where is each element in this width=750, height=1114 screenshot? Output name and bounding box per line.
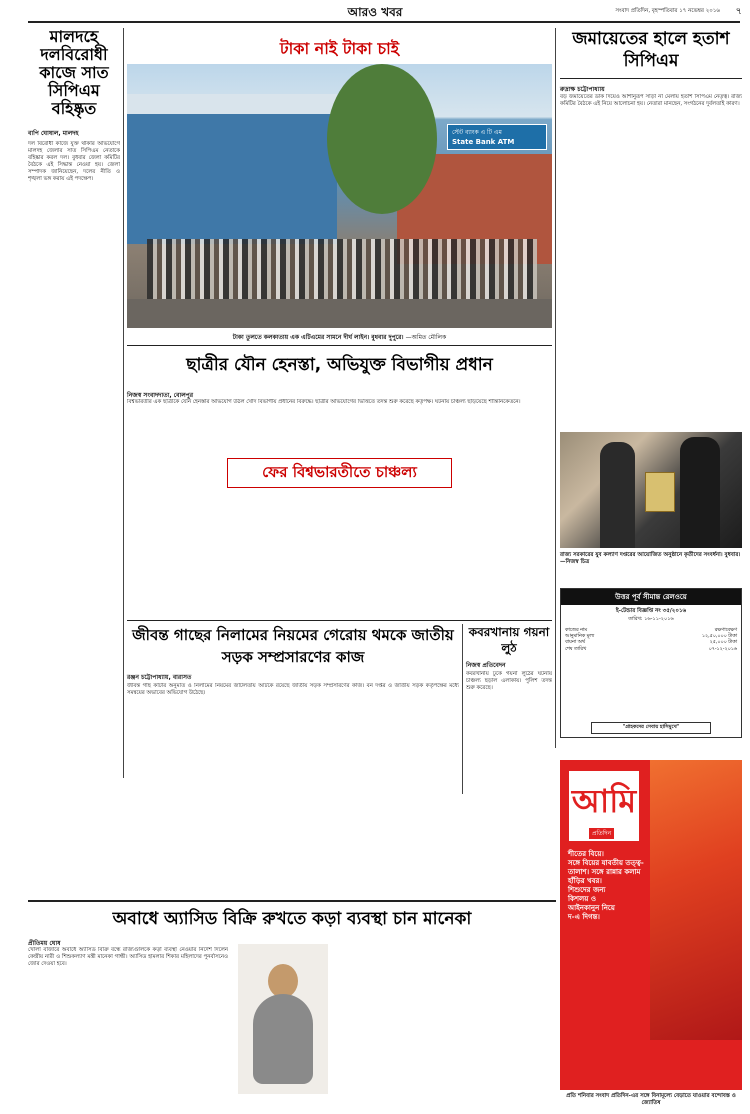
aamra-ad-line: সঙ্গে বিয়ের যাবতীয় তত্ত্ব-তালাশ। সঙ্গে রান্নার কলাম — [568, 859, 644, 876]
crowd-shape — [147, 239, 537, 299]
story-acid — [28, 904, 556, 1109]
story-malda-body: দল বিরোধী কাজে যুক্ত থাকার অভিযোগে মালদহ জেলার সাত সিপিএম নেতাকে বহিষ্কার করল দল। বুধবার জেলা কমিটির বৈঠকে এই সিদ্ধান্ত নেওয়া হয়। জেলা সম্পাদক জানিয়েছেন, দলের নীতি ও শৃঙ্খলা ভঙ্গ করায় এই পদক্ষেপ। — [28, 141, 120, 183]
story-jamaat-byline: রুদ্রাক্ষ চট্টোপাধ্যায় — [560, 86, 605, 93]
building-roof — [127, 94, 337, 114]
story-jamaat-body: বড় জমায়েতের ডাক দিয়েও আশানুরূপ সাড়া না মেলায় হতাশ সিপিএম নেতৃত্ব। রাজ্য কমিটির বৈঠকে এই নিয়ে আলোচনা হয়। নেতারা মানছেন, সংগঠনের দুর্বলতাই কারণ। — [560, 94, 742, 108]
atm-queue-photo — [127, 64, 552, 328]
story-cash-headline: টাকা নাই টাকা চাই — [279, 39, 400, 58]
story-jamaat-headline: জমায়েতের হালে হতাশ সিপিএম — [572, 29, 730, 71]
story-acid-body: খোলা বাজারে অবাধে অ্যাসিড বিক্রি বন্ধে রাজ্যগুলিকে কড়া ব্যবস্থা নেওয়ার নির্দেশ দিলেন কেন্দ্রীয় নারী ও শিশুকল্যাণ মন্ত্রী মানেকা গান্ধী। অ্যাসিড হামলার শিকার মহিলাদের পুনর্বাসনেও জোর দেওয়া হবে। — [28, 947, 228, 968]
road-shape — [127, 299, 552, 328]
tender-table — [561, 628, 741, 653]
event-photo — [560, 432, 742, 548]
aamra-ad-brand: প্রতিদিন — [589, 828, 614, 839]
col-rule-grave — [462, 624, 463, 794]
col-rule-1 — [123, 28, 124, 778]
jamaat-rule — [560, 78, 742, 79]
story-tree-body: জীবন্ত গাছ কাটার অনুমতি ও নিলামের নিয়মের জটিলতায় আটকে রয়েছে জাতীয় সড়ক সম্প্রসারণের কাজ। বন দপ্তর ও জাতীয় সড়ক কর্তৃপক্ষের মধ্যে সমন্বয়ের অভাবের অভিযোগ উঠেছে। — [127, 683, 459, 697]
story-tree-headline: জীবন্ত গাছের নিলামের নিয়মের গেরোয় থমকে জাতীয় সড়ক সম্প্রসারণের কাজ — [132, 626, 454, 666]
aamra-ad — [560, 760, 742, 1110]
tender-row-label: শেষ তারিখ — [565, 646, 587, 652]
aamra-ad-line: আইনকানুন নিয়ে — [568, 904, 615, 912]
person-shape-1 — [600, 442, 635, 548]
story-harassment-body: বিশ্বভারতীর এক ছাত্রীকে যৌন হেনস্তার অভিযোগ উঠল খোদ বিভাগীয় প্রধানের বিরুদ্ধে। ছাত্রীর অভিযোগের ভিত্তিতে তদন্ত শুরু করেছে কর্তৃপক্ষ। ঘটনায় চাঞ্চল্য ছড়িয়েছে শান্তিনিকেতনে। — [127, 399, 521, 405]
tender-row-label: বায়না অর্থ — [565, 640, 585, 646]
story-cash — [127, 28, 552, 348]
atm-sign — [447, 124, 547, 150]
section-title: আরও খবর — [347, 5, 403, 19]
paper-info: সংবাদ প্রতিদিন, বৃহস্পতিবার ১৭ নভেম্বর ২০১৬ — [615, 8, 720, 14]
tender-row-value: রক্ষণাবেক্ষণ — [714, 628, 737, 633]
story-harassment-byline: নিজস্ব সংবাদদাতা, বোলপুর — [127, 392, 194, 399]
page-header — [0, 0, 750, 22]
harassment-top-rule — [127, 345, 552, 346]
story-malda — [28, 28, 120, 778]
header-rule — [28, 21, 740, 23]
figure-head — [268, 964, 298, 998]
tree-shape — [327, 64, 437, 214]
aamra-ad-line: কিশলয় ও — [568, 895, 596, 903]
tender-row-label: কাজের নাম — [565, 628, 588, 633]
story-acid-body-2 — [338, 947, 556, 1107]
story-tree-byline: রঞ্জন চট্টোপাধ্যায়, বারাসত — [127, 674, 192, 681]
story-tree — [127, 624, 459, 794]
story-grave-byline: নিজস্ব প্রতিবেদন — [466, 662, 506, 669]
harassment-subhead: ফের বিশ্বভারতীতে চাঞ্চল্য — [262, 462, 417, 481]
figure-body — [253, 994, 313, 1084]
story-malda-byline: বাপি ঘোষাল, মালদহ — [28, 130, 79, 137]
aamra-ad-line: শিশুদের জন্য — [568, 886, 606, 894]
aamra-ad-line: শীতের বিয়ে। — [568, 850, 604, 858]
tender-date: তারিখ: ১৬-১১-২০১৬ — [628, 616, 674, 622]
story-grave-body: কবরখানায় ঢুকে গয়না লুঠের ঘটনায় চাঞ্চল্য ছড়াল এলাকায়। পুলিশ তদন্ত শুরু করেছে। — [466, 671, 552, 692]
tender-row-value: ২৫,০০০ টাকা — [709, 640, 737, 646]
tender-row — [565, 647, 737, 653]
story-grave — [466, 624, 552, 794]
story-malda-headline: মালদহে দলবিরোধী কাজে সাত সিপিএম বহিষ্কৃত — [39, 27, 109, 118]
tender-footer: "গ্রাহকদের সেবায় হাসিমুখে" — [591, 722, 711, 734]
tree-top-rule — [127, 620, 552, 621]
acid-victim-illustration — [238, 944, 328, 1094]
page-number: ৭ — [735, 6, 742, 17]
aamra-ad-line: হাঁড়ির খবর। — [568, 877, 602, 885]
aamra-ad-line: দ-এ দিগন্ত। — [568, 913, 600, 921]
atm-photo-caption — [127, 332, 552, 343]
aamra-ad-model — [650, 760, 742, 1040]
aamra-ad-copy — [568, 850, 644, 922]
event-photo-caption: রাজ্য সরকারের যুব কল্যাণ দপ্তরের আয়োজিত অনুষ্ঠানে কৃতীদের সংবর্ধনা। বুধবার। —নিজস্ব চিত্র — [560, 552, 741, 565]
story-grave-headline: কবরখানায় গয়না লুঠ — [468, 625, 550, 655]
tender-title: উত্তর পূর্ব সীমান্ত রেলওয়ে — [561, 589, 741, 605]
atm-sign-english: State Bank ATM — [452, 138, 515, 146]
story-acid-headline: অবাধে অ্যাসিড বিক্রি রুখতে কড়া ব্যবস্থা চান মানেকা — [112, 909, 472, 929]
story-acid-byline: প্রীতিময় ঘোষ — [28, 940, 61, 947]
col-rule-2 — [555, 28, 556, 748]
tender-notice — [560, 588, 742, 738]
story-harassment — [127, 348, 552, 618]
aamra-ad-logo-box — [568, 770, 640, 842]
story-jamaat — [560, 28, 742, 428]
story-harassment-headline: ছাত্রীর যৌন হেনস্তা, অভিযুক্ত বিভাগীয় প্রধান — [186, 355, 493, 375]
harassment-subhead-box — [227, 458, 452, 488]
acid-top-rule — [28, 900, 556, 902]
tender-row-value: ০৭-১২-২০১৬ — [708, 646, 737, 652]
photo-caption-text: টাকা তুলতে কলকাতায় এক এটিএমের সামনে দীর্ঘ লাইন। বুধবার দুপুরে। — [232, 334, 404, 341]
plaque-shape — [645, 472, 675, 512]
atm-sign-bengali: স্টেট ব্যাংক এ টি এম — [452, 129, 502, 136]
aamra-ad-logo: আমি — [571, 782, 637, 820]
tender-row-value: ১২,৫০,০০০ টাকা — [701, 634, 737, 640]
tender-row-label: আনুমানিক মূল্য — [565, 634, 595, 640]
aamra-ad-footer: প্রতি শনিবার সংবাদ প্রতিদিন-এর সঙ্গে বিনামূল্যে বেড়াতে যাওয়ার বন্দোবস্ত ও জ্যোতিষ — [560, 1090, 742, 1110]
photo-credit: —অমিত মৌলিক — [405, 334, 447, 341]
tender-subtitle: ই-টেন্ডার বিজ্ঞপ্তি নং ৩৫/২০১৬ — [615, 608, 687, 614]
person-shape-2 — [680, 437, 720, 548]
building-shape — [127, 94, 337, 244]
